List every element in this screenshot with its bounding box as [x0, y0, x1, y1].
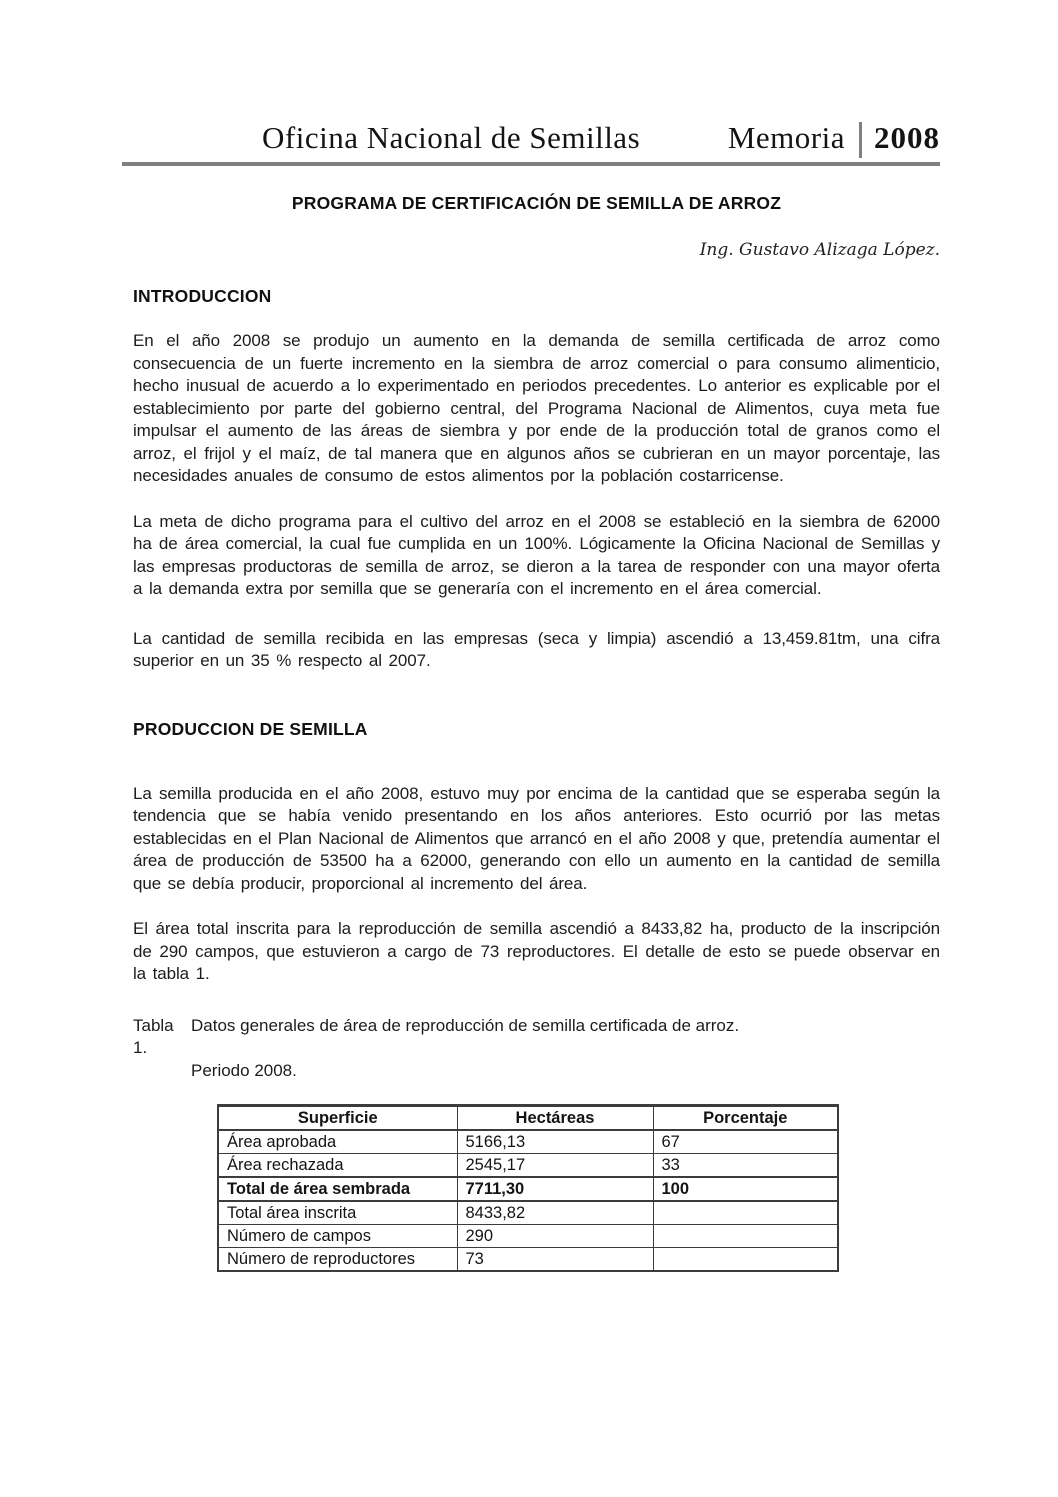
porcentaje-value [653, 1248, 838, 1272]
hectareas-value: 5166,13 [457, 1130, 653, 1154]
document-body [133, 286, 940, 1272]
row-label: Área rechazada [218, 1154, 457, 1178]
porcentaje-value: 67 [653, 1130, 838, 1154]
table-1 [217, 1104, 839, 1272]
hectareas-value: 290 [457, 1225, 653, 1248]
table-caption-period: Periodo 2008. [191, 1060, 297, 1080]
row-label: Número de campos [218, 1225, 457, 1248]
table-row [218, 1201, 838, 1225]
col-header-hectareas: Hectáreas [457, 1106, 653, 1131]
document-title: PROGRAMA DE CERTIFICACIÓN DE SEMILLA DE ARROZ [291, 193, 782, 213]
table-caption-label: Tabla 1. [133, 1015, 174, 1057]
hectareas-value: 2545,17 [457, 1154, 653, 1178]
row-label: Área aprobada [218, 1130, 457, 1154]
paragraph: La meta de dicho programa para el cultivo del arroz en el 2008 se estableció en la siembra de 62000 ha de área comercial, la cual fue cumplida en un 100%. Lógicamente la Oficina Nacional de Semillas y las empresas productoras de semilla de arroz, se dieron a la tarea de responder con una mayor oferta a la demanda extra por semilla que se generaría con el incremento en el área comercial. [133, 511, 940, 598]
memoria-label: Memoria [727, 120, 845, 155]
porcentaje-value [653, 1225, 838, 1248]
hectareas-value: 73 [457, 1248, 653, 1272]
porcentaje-value: 33 [653, 1154, 838, 1178]
org-name: Oficina Nacional de Semillas [262, 120, 641, 155]
row-label: Número de reproductores [218, 1248, 457, 1272]
hectareas-value: 8433,82 [457, 1201, 653, 1225]
row-label: Total área inscrita [218, 1201, 457, 1225]
col-header-superficie: Superficie [218, 1106, 457, 1131]
section-heading-produccion: PRODUCCION DE SEMILLA [133, 718, 368, 739]
author-byline: Ing. Gustavo Alizaga López. [699, 240, 940, 260]
table-caption-text: Datos generales de área de reproducción de semilla certificada de arroz. [191, 1015, 740, 1035]
table-row [218, 1225, 838, 1248]
porcentaje-value: 100 [653, 1177, 838, 1201]
paragraph: La cantidad de semilla recibida en las empresas (seca y limpia) ascendió a 13,459.81tm, una cifra superior en un 35 % respecto al 2007. [133, 628, 940, 670]
table-row-total [218, 1177, 838, 1201]
table-caption [133, 1015, 940, 1083]
header-divider-bar [859, 122, 862, 158]
paragraph: El área total inscrita para la reproducción de semilla ascendió a 8433,82 ha, producto de la inscripción de 290 campos, que estuvieron a cargo de 73 reproductores. El detalle de esto se puede observar en la tabla 1. [133, 919, 940, 983]
paragraph: En el año 2008 se produjo un aumento en la demanda de semilla certificada de arroz como consecuencia de un fuerte incremento en la siembra de arroz comercial o para consumo alimenticio, hecho inusual de acuerdo a lo experimentado en periodos precedentes. Lo anterior es explicable por el establecimiento por parte del gobierno central, del Programa Nacional de Alimentos, cuya meta fue impulsar el aumento de las áreas de siembra y por ende de la producción total de granos como el arroz, el frijol y el maíz, de tal manera que en algunos años se cubrieran en un mayor porcentaje, las necesidades anuales de consumo de estos alimentos por la población costarricense. [133, 331, 940, 485]
year-label: 2008 [874, 120, 940, 155]
porcentaje-value [653, 1201, 838, 1225]
table-header-row [218, 1106, 838, 1131]
table-row [218, 1154, 838, 1178]
col-header-porcentaje: Porcentaje [653, 1106, 838, 1131]
header-rule [122, 162, 940, 166]
page-header [122, 120, 940, 166]
table-row [218, 1248, 838, 1272]
row-label: Total de área sembrada [218, 1177, 457, 1201]
hectareas-value: 7711,30 [457, 1177, 653, 1201]
paragraph: La semilla producida en el año 2008, estuvo muy por encima de la cantidad que se esperaba según la tendencia que se había venido presentando en los años anteriores. Esto ocurrió por las metas establecidas en el Plan Nacional de Alimentos que arrancó en el año 2008 y que, pretendía aumentar el área de producción de 53500 ha a 62000, generando con ello un aumento en la cantidad de semilla que se debía producir, proporcional al incremento del área. [133, 783, 940, 893]
section-heading-introduccion: INTRODUCCION [133, 286, 272, 306]
table-row [218, 1130, 838, 1154]
